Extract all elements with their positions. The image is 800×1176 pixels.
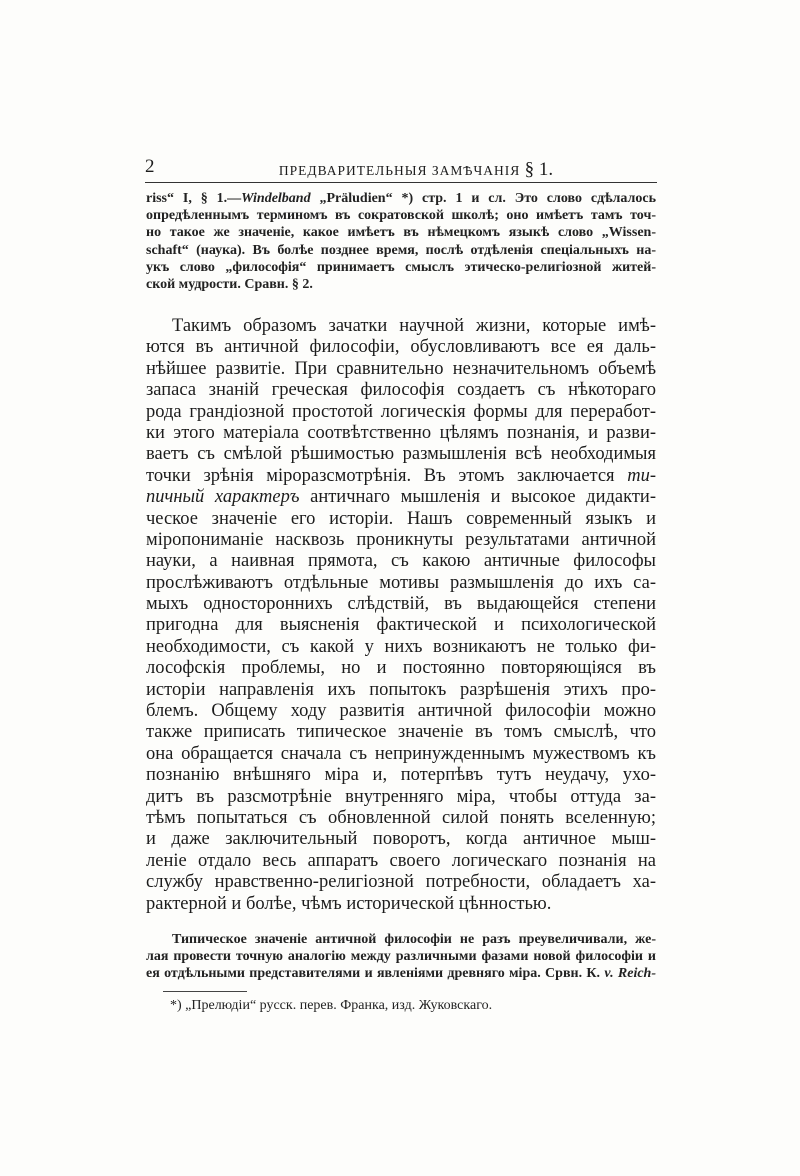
text-line xyxy=(146,466,656,487)
text-segment: она обращается сначала съ непринужденнымъ мужествомъ къ xyxy=(146,743,656,764)
text-segment: riss“ I, § 1.— xyxy=(146,191,242,206)
text-segment: нѣйшее развитіе. При сравнительно незначительномъ объемѣ xyxy=(146,358,656,379)
italic-text: ти- xyxy=(627,465,656,486)
text-segment: блемъ. Общему ходу развитія античной философіи можно xyxy=(146,701,656,722)
text-segment: ческое значеніе его исторіи. Нашъ современный языкъ и xyxy=(146,508,656,529)
footnote-rule xyxy=(163,991,247,992)
text-segment: *) „Прелюдіи“ русск. перев. Франка, изд. Жуковскаго. xyxy=(170,998,493,1013)
text-line xyxy=(146,787,656,808)
running-title-text: ПРЕДВАРИТЕЛЬНЫЯ ЗАМѢЧАНІЯ xyxy=(278,163,521,178)
text-line xyxy=(146,744,656,765)
footnote xyxy=(170,997,650,1014)
text-line xyxy=(146,765,656,786)
text-segment: исторіи направленія ихъ попытокъ разрѣшенія этихъ про- xyxy=(146,679,656,700)
note-paragraph xyxy=(146,931,656,983)
text-segment: рода грандіозной простотой логическія формы для переработ- xyxy=(146,401,656,422)
text-segment: также приписать типическое значеніе въ томъ смыслѣ, что xyxy=(146,722,656,743)
text-line xyxy=(146,894,656,915)
text-line xyxy=(146,402,656,423)
text-line xyxy=(146,316,656,337)
text-line xyxy=(146,615,656,636)
text-segment: науки, а наивная прямота, съ какою античные философы xyxy=(146,551,656,572)
text-line xyxy=(146,680,656,701)
text-segment: „Präludien“ *) стр. 1 и сл. Это слово сдѣлалось xyxy=(310,191,656,206)
text-line xyxy=(146,551,656,572)
text-segment: запаса знаній греческая философія создаетъ съ нѣкотораго xyxy=(146,380,656,401)
text-segment: ской мудрости. Сравн. § 2. xyxy=(146,276,313,292)
text-line xyxy=(146,487,656,508)
text-line xyxy=(146,337,656,358)
text-line xyxy=(170,997,650,1014)
text-segment: и даже заключительный поворотъ, когда античное мыш- xyxy=(146,829,656,850)
text-segment: мыхъ одностороннихъ слѣдствій, въ выдающейся степени xyxy=(146,594,656,615)
running-title xyxy=(175,159,657,181)
text-segment: Такимъ образомъ зачатки научной жизни, которые имѣ- xyxy=(172,316,656,336)
note-continuation xyxy=(146,190,656,293)
text-line xyxy=(146,207,656,224)
text-line xyxy=(146,380,656,401)
text-line xyxy=(146,594,656,615)
text-line xyxy=(146,423,656,444)
text-segment: службу нравственно-религіозной потребности, обладаетъ ха- xyxy=(146,872,656,893)
text-line xyxy=(146,637,656,658)
text-line xyxy=(146,530,656,551)
text-segment: ки этого матеріала соотвѣтственно цѣлямъ познанія, и разви- xyxy=(146,422,656,443)
text-line xyxy=(146,276,656,293)
text-line xyxy=(146,658,656,679)
text-line xyxy=(146,872,656,893)
text-line xyxy=(146,359,656,380)
text-segment: ея отдѣльными представителями и явленіями древняго міра. Срвн. К. xyxy=(146,966,605,982)
text-line xyxy=(146,190,656,207)
text-segment: прослѣживаютъ отдѣльные мотивы размышленія до ихъ са- xyxy=(146,572,656,593)
text-line xyxy=(146,965,656,982)
italic-text: пичный характеръ xyxy=(146,487,300,508)
text-segment: лософскія проблемы, но и постоянно повторяющіяся въ xyxy=(146,658,656,679)
text-segment: ваетъ съ смѣлой рѣшимостью размышленія всѣ необходимыя xyxy=(146,444,656,465)
text-segment: опредѣленнымъ терминомъ въ сократовской школѣ; оно имѣетъ тамъ точ- xyxy=(146,208,656,224)
text-line xyxy=(146,931,656,948)
text-segment: точки зрѣнія міроразсмотрѣнія. Въ этомъ заключается xyxy=(146,465,628,486)
text-segment: тѣмъ попытаться съ обновленной силой понять вселенную; xyxy=(146,807,656,828)
text-segment: лая провести точную аналогію между различными фазами новой философіи и xyxy=(146,949,656,965)
text-segment: пригодна для выясненія фактической и психологической xyxy=(146,615,656,636)
text-segment: рактерной и болѣе, чѣмъ исторической цѣнностью. xyxy=(146,893,552,914)
running-header xyxy=(145,156,657,183)
text-line xyxy=(146,808,656,829)
text-line xyxy=(146,444,656,465)
text-line xyxy=(146,242,656,259)
text-segment: дитъ въ разсмотрѣніе внутренняго міра, чтобы оттуда за- xyxy=(146,786,656,807)
text-line xyxy=(146,259,656,276)
main-paragraph xyxy=(146,316,656,915)
text-line xyxy=(146,224,656,241)
text-line xyxy=(146,722,656,743)
text-segment: необходимости, съ какой у нихъ возникаютъ не только фи- xyxy=(146,636,656,657)
text-line xyxy=(146,509,656,530)
page-number: 2 xyxy=(145,156,155,177)
italic-text: v. Reich- xyxy=(604,966,656,982)
section-mark: § 1. xyxy=(524,159,554,180)
text-segment: міропониманіе насквозь проникнуты результатами античной xyxy=(146,529,656,550)
text-segment: укъ слово „философія“ принимаетъ смыслъ этическо-религіозной житей- xyxy=(146,259,656,275)
text-segment: но такое же значеніе, какое имѣетъ въ нѣмецкомъ языкѣ слово „Wissen- xyxy=(146,225,656,241)
text-line xyxy=(146,851,656,872)
text-line xyxy=(146,829,656,850)
text-segment: ются въ античной философіи, обусловливаютъ все ея даль- xyxy=(146,337,656,358)
text-line xyxy=(146,701,656,722)
text-line xyxy=(146,573,656,594)
text-segment: леніе отдало весь аппаратъ своего логическаго познанія на xyxy=(146,850,656,871)
text-segment: schaft“ (наука). Въ болѣе позднее время, послѣ отдѣленія спеціальныхъ на- xyxy=(146,242,656,258)
text-segment: познанію внѣшняго міра и, потерпѣвъ тутъ неудачу, ухо- xyxy=(146,765,656,786)
text-segment: античнаго мышленія и высокое дидакти- xyxy=(299,487,656,508)
text-line xyxy=(146,948,656,965)
italic-text: Windelband xyxy=(241,191,311,206)
text-segment: Типическое значеніе античной философіи не разъ преувеличивали, же- xyxy=(172,932,656,947)
